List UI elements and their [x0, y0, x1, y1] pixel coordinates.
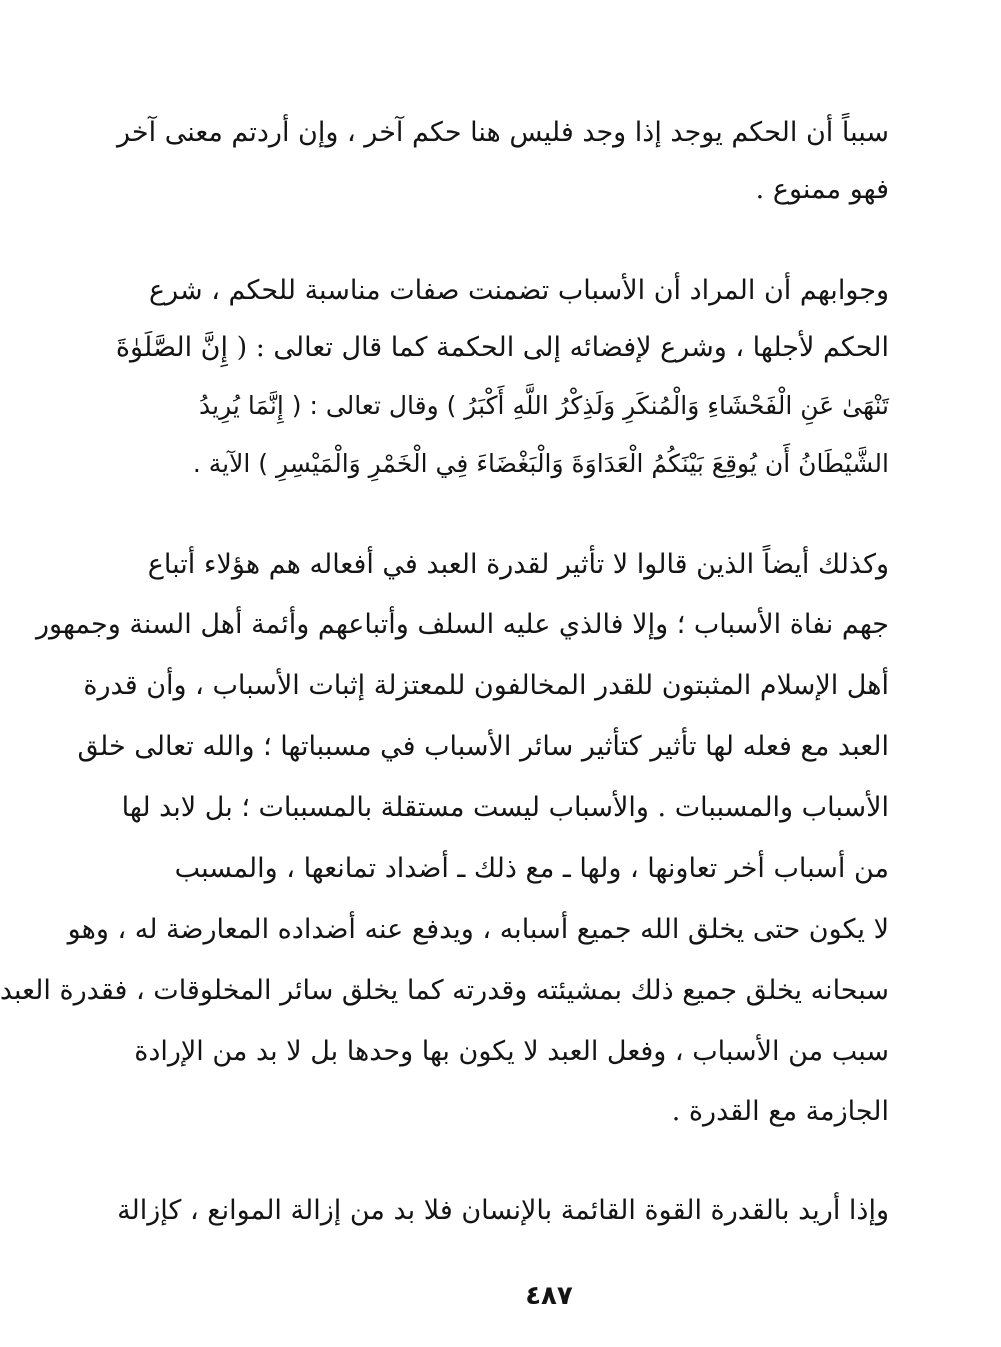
text-line: سبباً أن الحكم يوجد إذا وجد فليس هنا حكم آخر ، وإن أردتم معنى آخر	[117, 117, 889, 148]
text-line: سبحانه يخلق جميع ذلك بمشيئته وقدرته كما يخلق سائر المخلوقات ، فقدرة العبد	[0, 975, 889, 1006]
text-line: الحكم لأجلها ، وشرع لإفضائه إلى الحكمة كما قال تعالى : ( إِنَّ الصَّلَوٰةَ	[115, 332, 889, 363]
text-line: الجازمة مع القدرة .	[671, 1096, 889, 1127]
text-line: جهم نفاة الأسباب ؛ وإلا فالذي عليه السلف وأتباعهم وأئمة أهل السنة وجمهور	[35, 609, 889, 640]
text-line: لا يكون حتى يخلق الله جميع أسبابه ، ويدفع عنه أضداده المعارضة له ، وهو	[67, 914, 889, 945]
text-line: تَنْهَىٰ عَنِ الْفَحْشَاءِ وَالْمُنكَرِ وَلَذِكْرُ اللَّهِ أَكْبَرُ ) وقال تعالى : ( إِنَّمَا يُرِيدُ	[199, 391, 889, 420]
text-line: من أسباب أخر تعاونها ، ولها ـ مع ذلك ـ أضداد تمانعها ، والمسبب	[174, 853, 889, 884]
text-line: سبب من الأسباب ، وفعل العبد لا يكون بها وحدها بل لا بد من الإرادة	[134, 1036, 889, 1067]
page-number: ٤٨٧	[525, 1281, 573, 1311]
text-line: وكذلك أيضاً الذين قالوا لا تأثير لقدرة العبد في أفعاله هم هؤلاء أتباع	[147, 549, 889, 580]
text-line: وإذا أريد بالقدرة القوة القائمة بالإنسان فلا بد من إزالة الموانع ، كإزالة	[117, 1195, 889, 1226]
text-line: الشَّيْطَانُ أَن يُوقِعَ بَيْنَكُمُ الْعَدَاوَةَ وَالْبَغْضَاءَ فِي الْخَمْرِ وَالْمَيْسِرِ ) الآية .	[192, 449, 889, 478]
text-line: الأسباب والمسببات . والأسباب ليست مستقلة بالمسببات ؛ بل لابد لها	[121, 792, 889, 823]
text-line: أهل الإسلام المثبتون للقدر المخالفون للمعتزلة إثبات الأسباب ، وأن قدرة	[83, 670, 889, 701]
text-line: وجوابهم أن المراد أن الأسباب تضمنت صفات مناسبة للحكم ، شرع	[149, 275, 889, 306]
text-line: فهو ممنوع .	[755, 174, 889, 205]
text-line: العبد مع فعله لها تأثير كتأثير سائر الأسباب في مسبباتها ؛ والله تعالى خلق	[77, 731, 889, 762]
